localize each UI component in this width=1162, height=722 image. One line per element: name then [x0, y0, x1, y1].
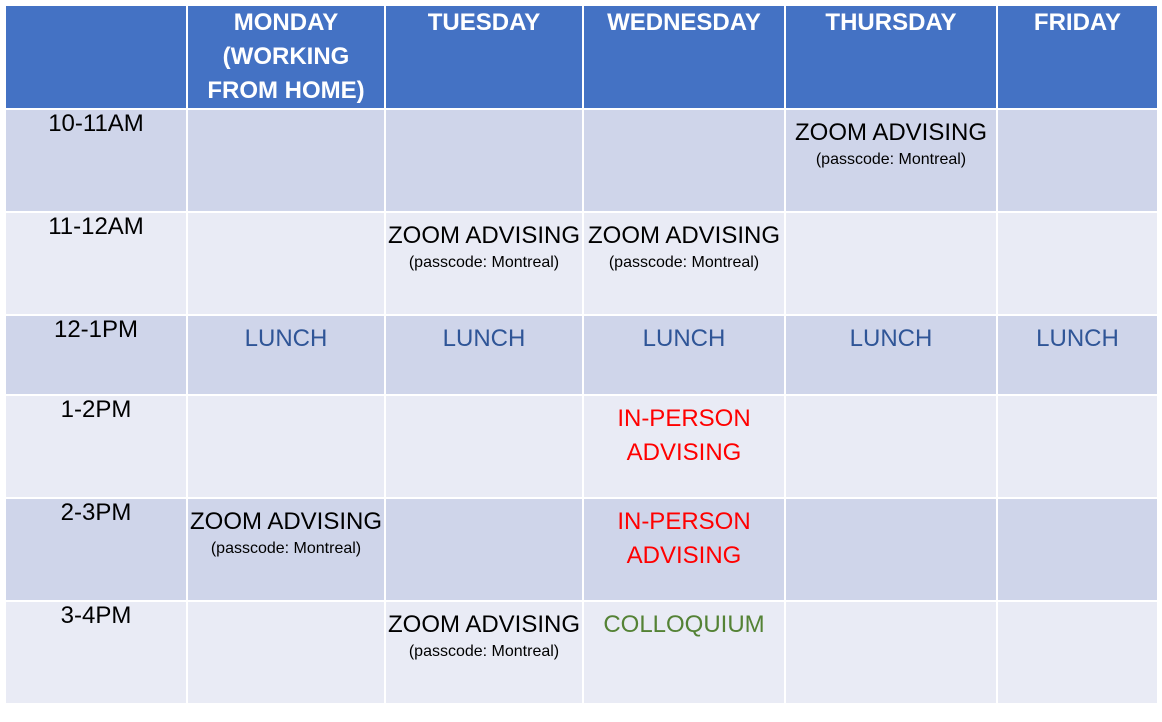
header-row	[5, 5, 1158, 109]
schedule-cell-thursday	[785, 601, 997, 704]
schedule-cell-friday	[997, 395, 1158, 498]
event-label: COLLOQUIUM	[603, 611, 765, 638]
schedule-cell-thursday	[785, 212, 997, 315]
event-label: LUNCH	[442, 325, 526, 352]
event-label	[386, 499, 582, 505]
schedule-cell-tuesday	[385, 315, 583, 395]
schedule-cell-wednesday	[583, 109, 785, 212]
schedule-cell-monday	[187, 601, 385, 704]
schedule-cell-thursday	[785, 395, 997, 498]
schedule-cell-tuesday	[385, 601, 583, 704]
event-label: LUNCH	[849, 325, 933, 352]
schedule-cell-thursday	[785, 109, 997, 212]
event-label: LUNCH	[642, 325, 726, 352]
schedule-cell-tuesday	[385, 395, 583, 498]
time-slot: 12-1PM	[5, 315, 187, 395]
table-row	[5, 315, 1158, 395]
event-label: IN-PERSON ADVISING	[617, 508, 751, 569]
schedule-table	[4, 4, 1159, 705]
event-label	[786, 499, 996, 505]
schedule-cell-thursday	[785, 498, 997, 601]
event-note: (passcode: Montreal)	[608, 254, 760, 271]
time-slot: 1-2PM	[5, 395, 187, 498]
schedule-cell-friday	[997, 109, 1158, 212]
event-label	[786, 396, 996, 402]
event-label	[386, 110, 582, 116]
event-note: (passcode: Montreal)	[210, 540, 362, 557]
schedule-cell-friday	[997, 212, 1158, 315]
event-label	[998, 602, 1157, 608]
schedule-cell-thursday	[785, 315, 997, 395]
event-label	[786, 213, 996, 219]
time-slot: 2-3PM	[5, 498, 187, 601]
event-label	[998, 499, 1157, 505]
event-label	[998, 396, 1157, 402]
schedule-cell-tuesday	[385, 498, 583, 601]
event-label: IN-PERSON ADVISING	[617, 405, 751, 466]
event-label: ZOOM ADVISING	[387, 611, 581, 638]
event-label: LUNCH	[1036, 325, 1119, 352]
event-label	[998, 110, 1157, 116]
schedule-cell-monday	[187, 395, 385, 498]
header-thursday: THURSDAY	[785, 5, 997, 109]
header-friday: FRIDAY	[997, 5, 1158, 109]
schedule-cell-friday	[997, 498, 1158, 601]
event-label	[188, 213, 384, 219]
event-label: LUNCH	[244, 325, 328, 352]
event-label: ZOOM ADVISING	[587, 222, 781, 249]
table-row	[5, 601, 1158, 704]
schedule-cell-monday	[187, 498, 385, 601]
schedule-cell-wednesday	[583, 212, 785, 315]
schedule-cell-monday	[187, 109, 385, 212]
schedule-cell-tuesday	[385, 109, 583, 212]
event-label	[998, 213, 1157, 219]
table-row	[5, 498, 1158, 601]
schedule-cell-friday	[997, 601, 1158, 704]
event-label: ZOOM ADVISING	[387, 222, 581, 249]
time-slot: 11-12AM	[5, 212, 187, 315]
time-slot: 3-4PM	[5, 601, 187, 704]
event-label	[786, 602, 996, 608]
table-row	[5, 212, 1158, 315]
schedule-cell-monday	[187, 212, 385, 315]
header-tuesday: TUESDAY	[385, 5, 583, 109]
event-note: (passcode: Montreal)	[815, 151, 967, 168]
schedule-cell-wednesday	[583, 395, 785, 498]
schedule-cell-tuesday	[385, 212, 583, 315]
event-label	[188, 602, 384, 608]
schedule-cell-wednesday	[583, 315, 785, 395]
header-monday: MONDAY (WORKING FROM HOME)	[187, 5, 385, 109]
header-wednesday: WEDNESDAY	[583, 5, 785, 109]
schedule-cell-wednesday	[583, 498, 785, 601]
event-label	[584, 110, 784, 116]
event-label: ZOOM ADVISING	[189, 508, 383, 535]
schedule-cell-friday	[997, 315, 1158, 395]
event-label	[386, 396, 582, 402]
event-label	[188, 110, 384, 116]
event-label: ZOOM ADVISING	[794, 119, 988, 146]
time-slot: 10-11AM	[5, 109, 187, 212]
schedule-cell-wednesday	[583, 601, 785, 704]
header-corner	[5, 5, 187, 109]
event-label	[188, 396, 384, 402]
event-note: (passcode: Montreal)	[408, 254, 560, 271]
schedule-body	[5, 109, 1158, 704]
schedule-cell-monday	[187, 315, 385, 395]
table-row	[5, 395, 1158, 498]
event-note: (passcode: Montreal)	[408, 643, 560, 660]
table-row	[5, 109, 1158, 212]
